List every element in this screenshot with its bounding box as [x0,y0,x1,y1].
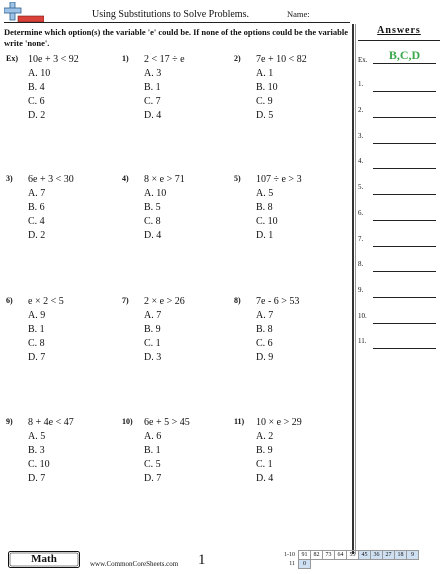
answer-line [373,168,436,169]
math-plus-logo-icon [4,2,44,24]
score-cell: 27 [383,551,395,560]
option-d: D. 5 [256,110,274,121]
option-d: D. 1 [256,230,274,241]
problem-expression: 2 × e > 26 [144,296,185,307]
answer-column-divider [352,24,354,554]
problem-number: 3) [6,174,13,183]
problem-expression: 6e + 3 < 30 [28,174,74,185]
score-cell: 18 [395,551,407,560]
option-a: A. 1 [256,68,274,79]
answer-2[interactable] [358,106,440,118]
option-c: C. 1 [144,338,161,349]
problem-number: 1) [122,54,129,63]
site-url: www.CommonCoreSheets.com [90,560,179,568]
option-a: A. 7 [256,310,274,321]
option-a: A. 7 [28,188,46,199]
option-a: A. 5 [256,188,274,199]
option-c: C. 6 [28,96,45,107]
score-row [282,551,419,560]
score-row-label: 1-10 [284,552,295,558]
option-d: D. 4 [144,230,162,241]
answer-line [373,194,436,195]
name-label: Name: [287,9,310,19]
answer-label: 3. [358,132,364,140]
answer-label: 7. [358,235,364,243]
option-a: A. 10 [144,188,167,199]
problem-expression: 8 + 4e < 47 [28,417,74,428]
problem-expression: e × 2 < 5 [28,296,64,307]
option-d: D. 7 [28,473,46,484]
option-b: B. 6 [28,202,45,213]
option-b: B. 9 [256,445,273,456]
option-c: C. 10 [256,216,278,227]
answer-line [373,63,436,64]
problem-expression: 7e + 10 < 82 [256,54,307,65]
answer-label: 6. [358,209,364,217]
problem-number: 8) [234,296,241,305]
option-b: B. 1 [28,324,45,335]
answer-3[interactable] [358,132,440,144]
option-d: D. 2 [28,110,46,121]
answer-10[interactable] [358,312,440,324]
score-cell: 55 [347,551,359,560]
option-b: B. 10 [256,82,278,93]
score-table [282,550,419,569]
option-b: B. 8 [256,324,273,335]
option-b: B. 3 [28,445,45,456]
option-a: A. 10 [28,68,51,79]
answer-label: 2. [358,106,364,114]
answers-heading: Answers [377,25,421,36]
problem-expression: 2 < 17 ÷ e [144,54,185,65]
answer-7[interactable] [358,235,440,247]
option-c: C. 7 [144,96,161,107]
option-c: C. 5 [144,459,161,470]
option-d: D. 7 [144,473,162,484]
score-cell: 36 [371,551,383,560]
score-row [282,560,419,569]
problem-expression: 10e + 3 < 92 [28,54,79,65]
problem-number: 5) [234,174,241,183]
answer-label: 8. [358,260,364,268]
answer-line [373,220,436,221]
problem-number: 7) [122,296,129,305]
score-row-label: 11 [289,561,295,567]
problem-number: 9) [6,417,13,426]
answer-label: 1. [358,80,364,88]
option-d: D. 9 [256,352,274,363]
answer-6[interactable] [358,209,440,221]
page-number: 1 [198,552,206,568]
problem-number: 11) [234,417,245,426]
score-cell: 9 [407,551,419,560]
problem-expression: 107 ÷ e > 3 [256,174,302,185]
answer-label: 9. [358,286,364,294]
answer-line [373,348,436,349]
option-d: D. 2 [28,230,46,241]
answer-line [373,246,436,247]
answer-label: 5. [358,183,364,191]
answer-line [373,91,436,92]
answer-5[interactable] [358,183,440,195]
answer-label: 4. [358,157,364,165]
answer-label: Ex. [358,56,368,64]
option-b: B. 8 [256,202,273,213]
answer-8[interactable] [358,260,440,272]
score-cell: 82 [311,551,323,560]
option-c: C. 8 [144,216,161,227]
problem-expression: 10 × e > 29 [256,417,302,428]
answer-9[interactable] [358,286,440,298]
problem-number: 6) [6,296,13,305]
option-b: B. 9 [144,324,161,335]
option-c: C. 10 [28,459,50,470]
page-title: Using Substitutions to Solve Problems. [92,9,249,20]
option-a: A. 5 [28,431,46,442]
option-a: A. 9 [28,310,46,321]
header-divider [4,22,350,23]
answer-4[interactable] [358,157,440,169]
problem-expression: 6e + 5 > 45 [144,417,190,428]
option-b: B. 1 [144,445,161,456]
instructions: Determine which option(s) the variable 'e' could be. If none of the options could be the variable write 'none'. [4,27,349,48]
answer-value: B,C,D [388,48,421,62]
option-a: A. 7 [144,310,162,321]
option-d: D. 7 [28,352,46,363]
answer-label: 10. [358,312,367,320]
option-d: D. 3 [144,352,162,363]
answer-ex[interactable] [358,48,440,64]
answers-heading-rule [358,40,440,41]
answer-line [373,271,436,272]
answer-11[interactable] [358,337,440,349]
answer-line [373,323,436,324]
option-b: B. 4 [28,82,45,93]
problem-number: Ex) [6,54,18,63]
problem-number: 10) [122,417,133,426]
answer-1[interactable] [358,80,440,92]
answer-label: 11. [358,337,367,345]
problem-expression: 8 × e > 71 [144,174,185,185]
score-cell: 0 [299,560,311,569]
option-a: A. 6 [144,431,162,442]
option-c: C. 9 [256,96,273,107]
option-d: D. 4 [144,110,162,121]
option-a: A. 3 [144,68,162,79]
option-c: C. 6 [256,338,273,349]
option-c: C. 1 [256,459,273,470]
answer-line [373,143,436,144]
score-cell: 64 [335,551,347,560]
option-c: C. 8 [28,338,45,349]
answer-column-divider-inner [355,24,356,554]
problem-expression: 7e - 6 > 53 [256,296,300,307]
answer-line [373,297,436,298]
option-b: B. 1 [144,82,161,93]
score-cell: 73 [323,551,335,560]
answer-line [373,117,436,118]
score-cell: 45 [359,551,371,560]
score-cell: 91 [299,551,311,560]
math-logo-text: Math [31,553,57,565]
option-d: D. 4 [256,473,274,484]
problem-number: 2) [234,54,241,63]
problem-number: 4) [122,174,129,183]
option-a: A. 2 [256,431,274,442]
option-c: C. 4 [28,216,45,227]
option-b: B. 5 [144,202,161,213]
